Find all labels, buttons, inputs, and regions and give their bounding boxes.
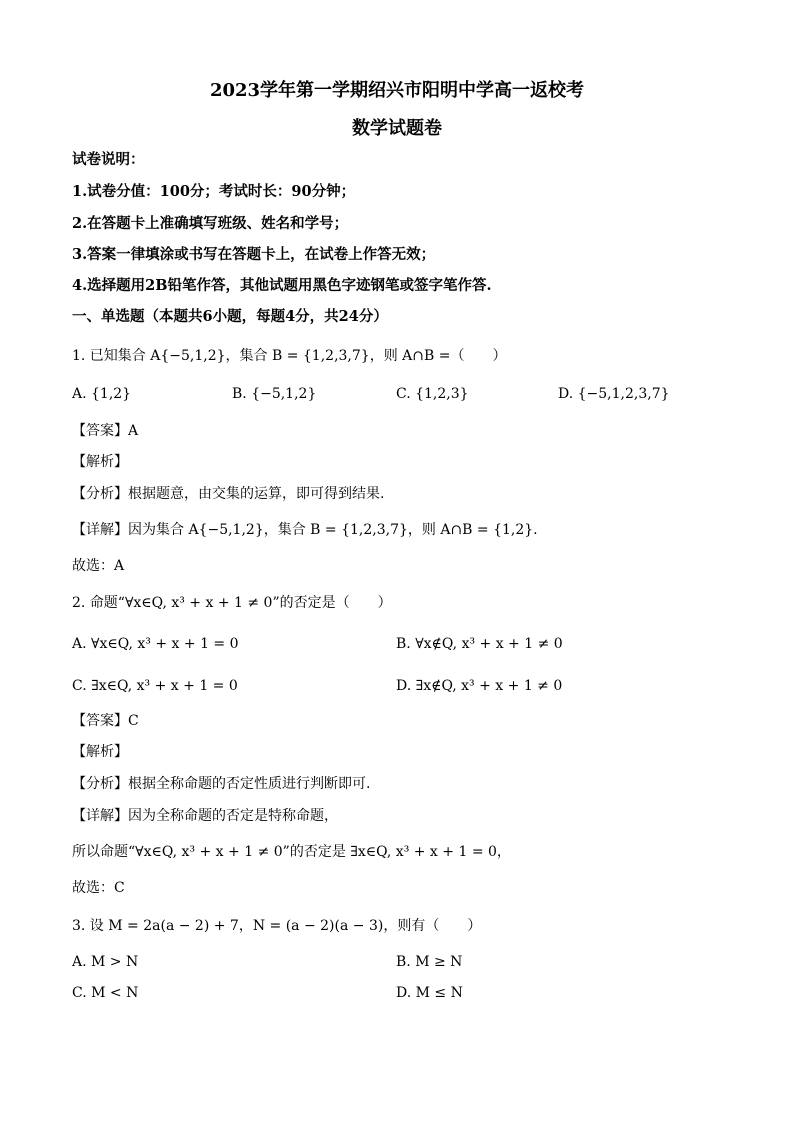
q1-jiexi: 【解析】 xyxy=(72,454,128,470)
instruction-item: 3.答案一律填涂或书写在答题卡上，在试卷上作答无效； xyxy=(72,246,436,263)
section-heading: 一、单选题（本题共6小题，每题4分，共24分） xyxy=(72,308,388,325)
q2-option-b: B. ∀x∉Q, x³ + x + 1 ≠ 0 xyxy=(396,636,563,652)
q2-option-a: A. ∀x∈Q, x³ + x + 1 = 0 xyxy=(72,636,239,652)
q1-option-d: D. {−5,1,2,3,7} xyxy=(558,386,670,402)
q2-analysis: 【分析】根据全称命题的否定性质进行判断即可. xyxy=(72,776,371,792)
q1-choose: 故选：A xyxy=(72,558,125,574)
q2-option-c: C. ∃x∈Q, x³ + x + 1 = 0 xyxy=(72,678,238,694)
instruction-item: 4.选择题用2B铅笔作答，其他试题用黑色字迹钢笔或签字笔作答. xyxy=(72,277,492,294)
q2-option-d: D. ∃x∉Q, x³ + x + 1 ≠ 0 xyxy=(396,678,563,694)
exam-subtitle: 数学试题卷 xyxy=(352,118,442,139)
instructions-heading: 试卷说明： xyxy=(72,151,145,168)
q1-option-b: B. {−5,1,2} xyxy=(232,386,317,402)
q1-answer: 【答案】A xyxy=(72,423,139,439)
question-1-stem: 1. 已知集合 A{−5,1,2}，集合 B = {1,2,3,7}，则 A∩B =（ ） xyxy=(72,348,507,364)
q3-option-c: C. M < N xyxy=(72,985,139,1001)
q1-option-a: A. {1,2} xyxy=(72,386,132,402)
instruction-item: 2.在答题卡上准确填写班级、姓名和学号； xyxy=(72,215,349,232)
q2-answer: 【答案】C xyxy=(72,713,139,729)
q2-detail: 【详解】因为全称命题的否定是特称命题， xyxy=(72,808,338,824)
exam-title: 2023学年第一学期绍兴市阳明中学高一返校考 xyxy=(209,80,585,101)
q1-option-c: C. {1,2,3} xyxy=(396,386,469,402)
q1-detail: 【详解】因为集合 A{−5,1,2}，集合 B = {1,2,3,7}，则 A∩B = {1,2}. xyxy=(72,522,538,538)
instruction-item: 1.试卷分值：100分；考试时长：90分钟； xyxy=(72,183,356,200)
q1-analysis: 【分析】根据题意，由交集的运算，即可得到结果. xyxy=(72,486,385,502)
question-2-stem: 2. 命题“∀x∈Q, x³ + x + 1 ≠ 0”的否定是（ ） xyxy=(72,595,392,611)
q3-option-a: A. M > N xyxy=(72,954,139,970)
question-3-stem: 3. 设 M = 2a(a − 2) + 7，N = (a − 2)(a − 3)，则有（ ） xyxy=(72,918,482,934)
q2-choose: 故选：C xyxy=(72,880,125,896)
q2-jiexi: 【解析】 xyxy=(72,744,128,760)
q3-option-d: D. M ≤ N xyxy=(396,985,463,1001)
q3-option-b: B. M ≥ N xyxy=(396,954,463,970)
q2-conclusion: 所以命题“∀x∈Q, x³ + x + 1 ≠ 0”的否定是 ∃x∈Q, x³ + x + 1 = 0， xyxy=(72,844,511,860)
